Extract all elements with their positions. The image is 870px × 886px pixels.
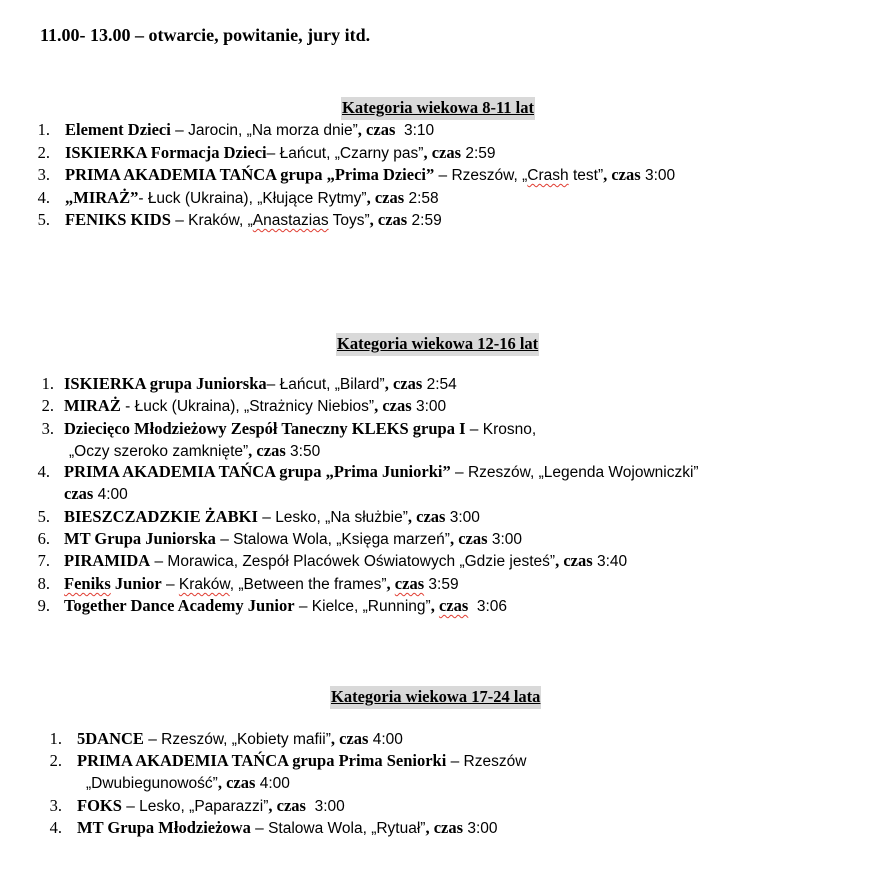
schedule-heading: 11.00- 13.00 – otwarcie, powitanie, jury itd. xyxy=(40,25,371,45)
category-heading-8-11: Kategoria wiekowa 8-11 lat xyxy=(341,97,535,120)
category-heading-17-24: Kategoria wiekowa 17-24 lata xyxy=(330,686,541,709)
category-heading-12-16: Kategoria wiekowa 12-16 lat xyxy=(336,333,539,356)
